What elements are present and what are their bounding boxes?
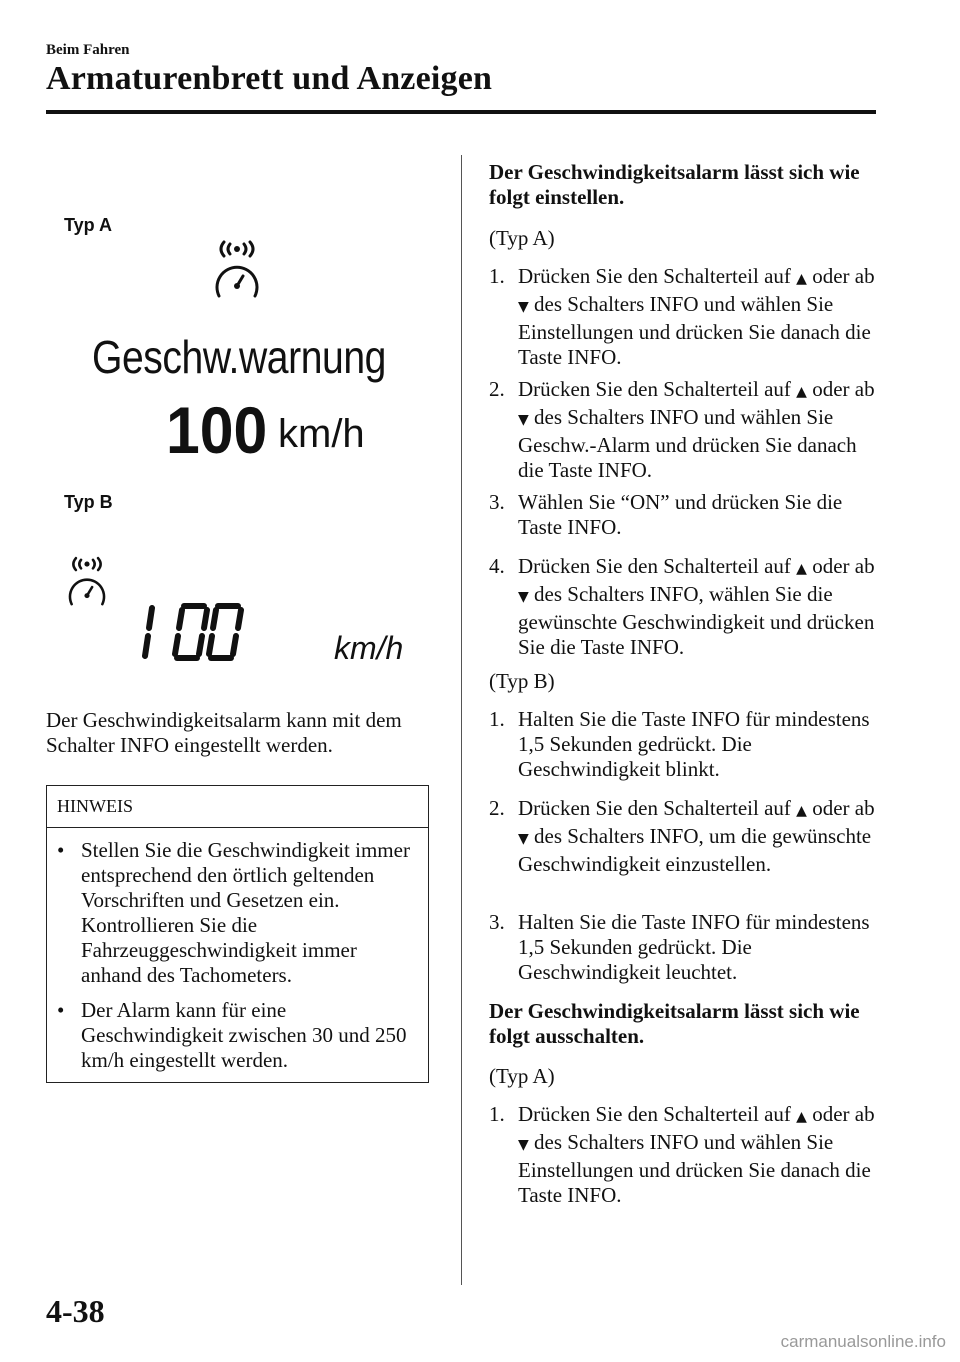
step-item [489,264,884,370]
step-item [489,910,884,985]
step-text: Wählen Sie “ON” und drücken Sie die Taste INFO. [518,490,843,539]
page-number: 4-38 [46,1293,105,1329]
section-label: Beim Fahren [46,42,130,58]
step-item [489,1102,884,1208]
typ-a-off-heading: (Typ A) [489,1064,555,1088]
step-number: 1. [489,707,505,731]
bullet-icon: • [57,838,65,862]
bullet-icon: • [57,998,65,1022]
speed-warning-text: Geschw.warnung [92,331,386,383]
step-text: Halten Sie die Taste INFO für mindestens 1,5 Sekunden gedrückt. Die Geschwindigkeit blinkt. [518,707,870,781]
step-item [489,554,884,660]
speed-unit-b: km/h [334,630,404,666]
step-text: Drücken Sie den Schalterteil auf ▲ oder ab ▼ des Schalters INFO, um die gewünschte Geschwindigkeit einzustellen. [518,796,875,876]
note-text: Der Alarm kann für eine Geschwindigkeit zwischen 30 und 250 km/h eingestellt werden. [81,998,407,1072]
step-item [489,707,884,782]
page-title: Armaturenbrett und Anzeigen [46,60,493,97]
typ-b-label: Typ B [64,492,113,512]
step-item [489,796,884,877]
note-rule [47,827,428,828]
step-number: 1. [489,1102,505,1126]
speed-value-a: 100 [166,393,268,467]
note-item [57,998,421,1073]
typ-a-heading: (Typ A) [489,226,555,250]
segment-display-speed [138,600,246,664]
step-text: Halten Sie die Taste INFO für mindestens 1,5 Sekunden gedrückt. Die Geschwindigkeit leuchtet. [518,910,870,984]
note-box [46,785,429,1083]
step-number: 1. [489,264,505,288]
intro-paragraph: Der Geschwindigkeitsalarm kann mit dem Schalter INFO eingestellt werden. [46,708,402,757]
speed-alarm-icon-b [64,556,110,608]
column-divider [461,155,462,1285]
step-text: Drücken Sie den Schalterteil auf ▲ oder ab ▼ des Schalters INFO und wählen Sie Geschw.-Alarm und drücken Sie danach die Taste INFO. [518,377,875,482]
step-number: 3. [489,910,505,934]
step-item [489,490,884,540]
step-item [489,377,884,483]
off-heading: Der Geschwindigkeitsalarm lässt sich wie folgt ausschalten. [489,999,860,1048]
step-number: 2. [489,377,505,401]
step-text: Drücken Sie den Schalterteil auf ▲ oder ab ▼ des Schalters INFO und wählen Sie Einstellungen und drücken Sie danach die Taste INFO. [518,1102,875,1207]
step-number: 3. [489,490,505,514]
watermark[interactable]: carmanualsonline.info [780,1332,946,1351]
step-text: Drücken Sie den Schalterteil auf ▲ oder ab ▼ des Schalters INFO und wählen Sie Einstellungen und drücken Sie danach die Taste INFO. [518,264,875,369]
note-title: HINWEIS [57,796,133,816]
note-item [57,838,421,988]
speed-alarm-icon [210,240,264,300]
step-text: Drücken Sie den Schalterteil auf ▲ oder ab ▼ des Schalters INFO, wählen Sie die gewünschte Geschwindigkeit und drücken Sie die Taste INFO. [518,554,875,659]
typ-a-label: Typ A [64,215,112,235]
typ-b-heading: (Typ B) [489,669,555,693]
speed-unit-a: km/h [278,412,365,456]
note-text: Stellen Sie die Geschwindigkeit immer entsprechend den örtlich geltenden Vorschriften und Gesetzen ein. Kontrollieren Sie die Fahrzeuggeschwindigkeit immer anhand des Tachometers. [81,838,410,987]
header-rule [46,110,876,114]
step-number: 4. [489,554,505,578]
set-heading: Der Geschwindigkeitsalarm lässt sich wie folgt einstellen. [489,160,860,209]
step-number: 2. [489,796,505,820]
